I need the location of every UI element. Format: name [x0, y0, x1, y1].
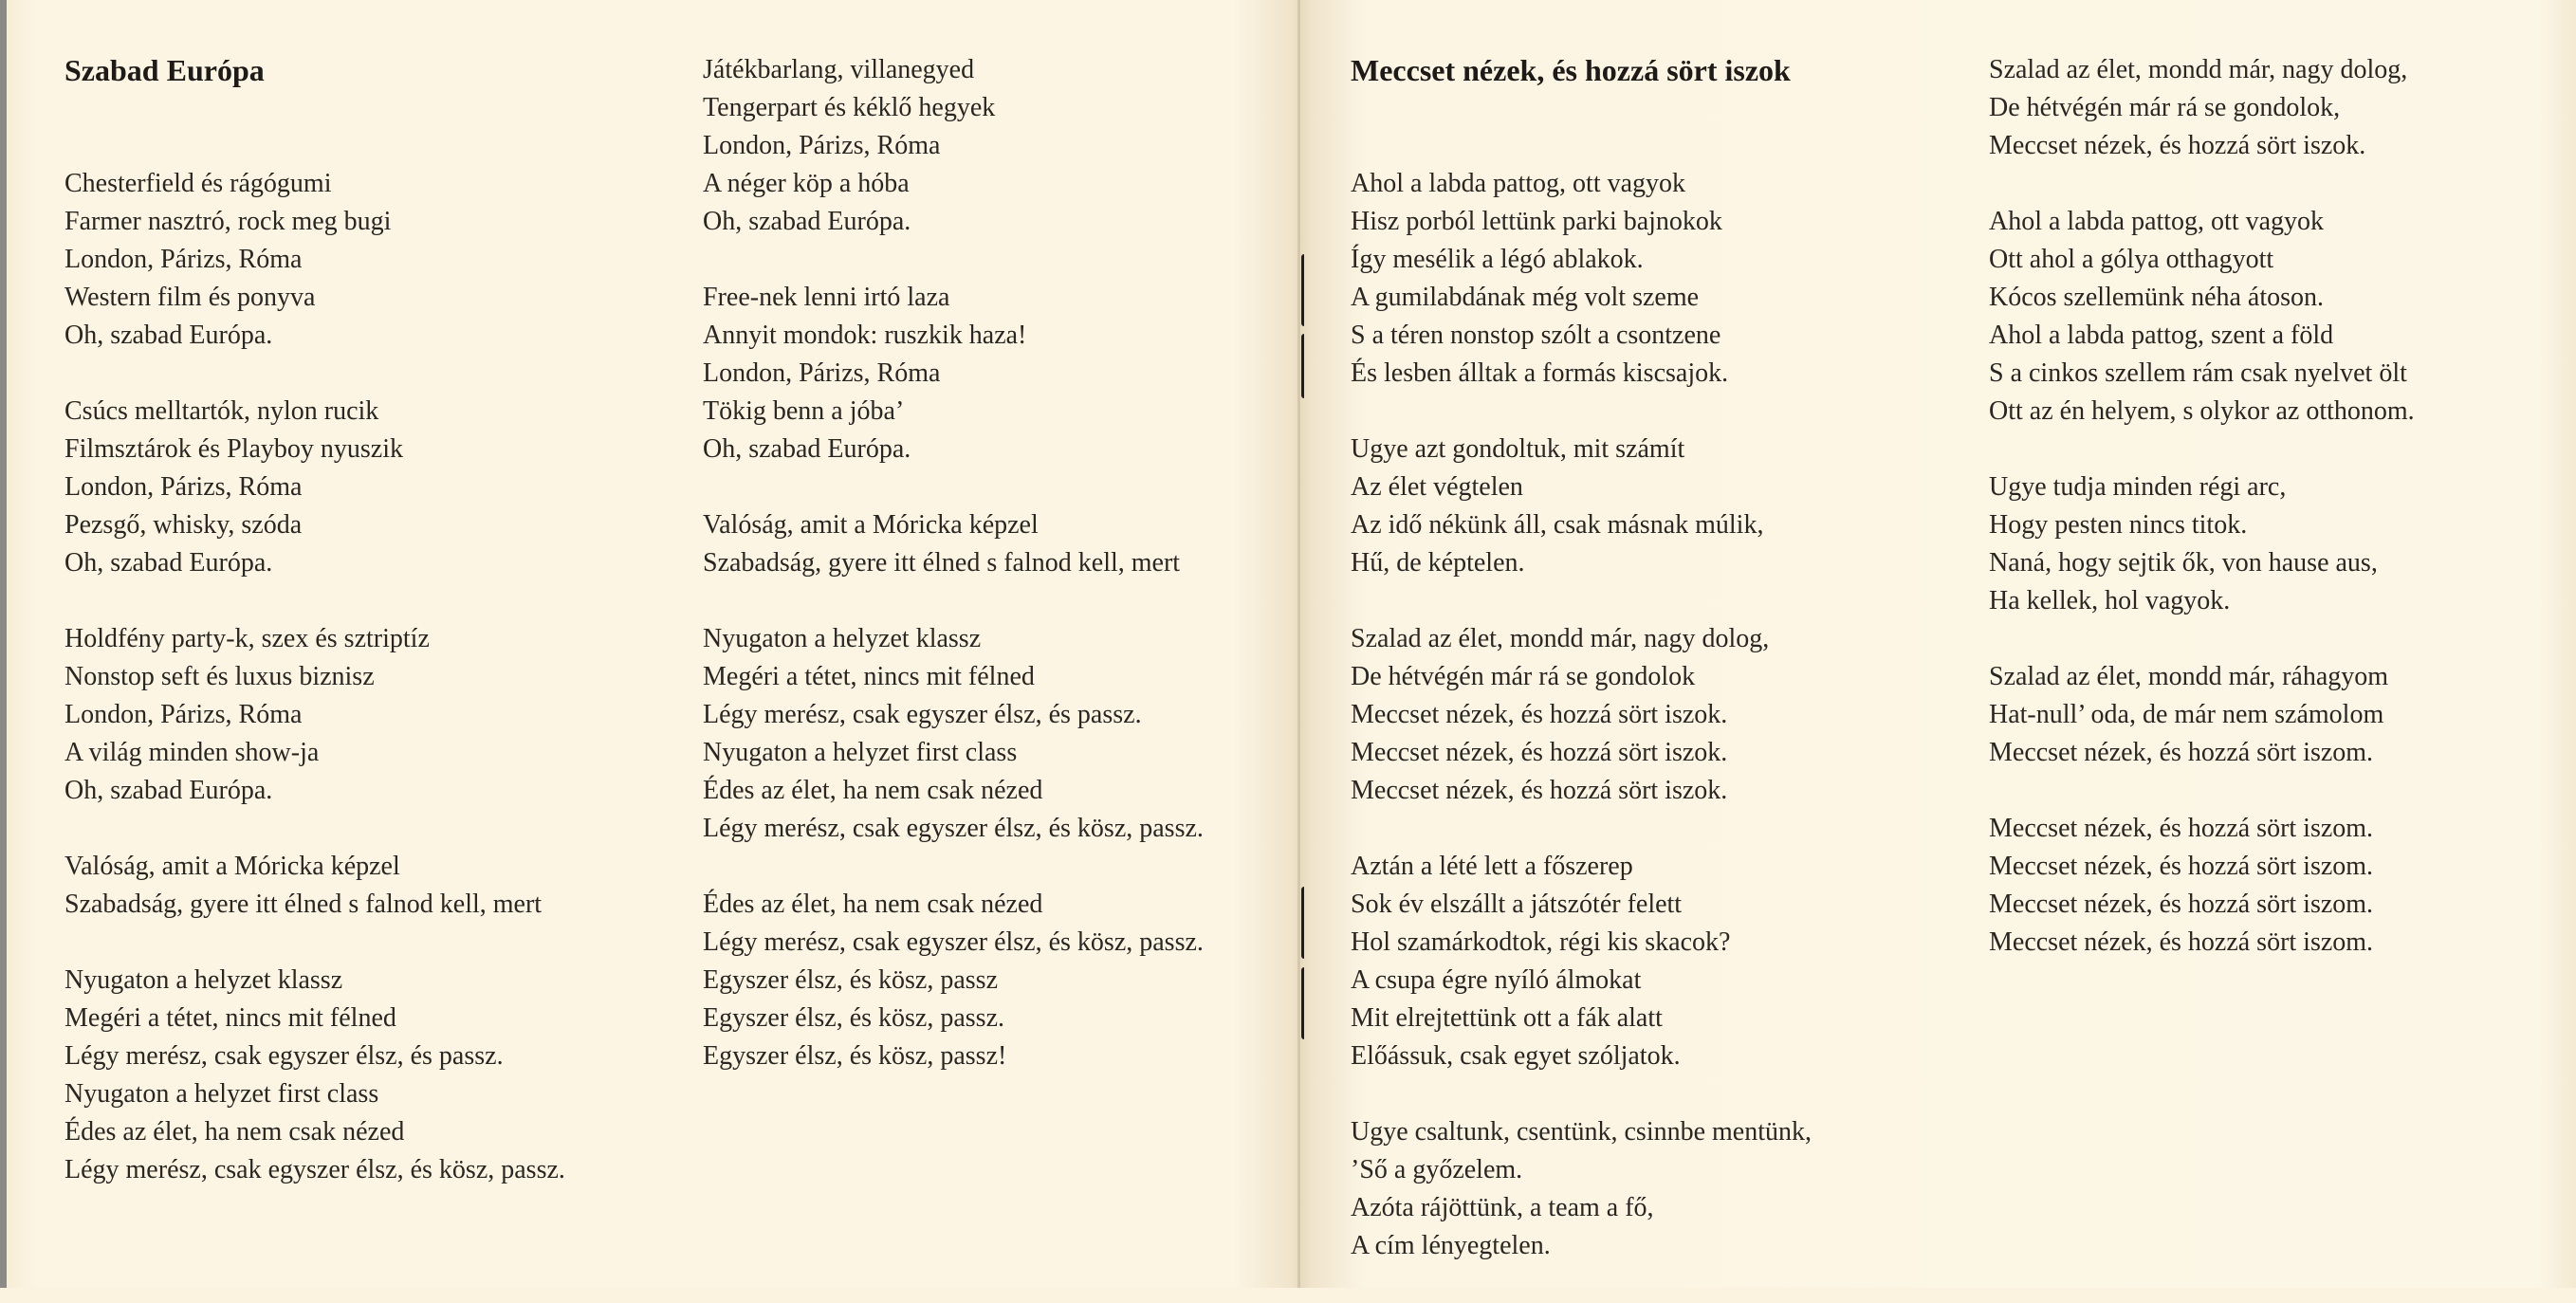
lyric-line: Meccset nézek, és hozzá sört iszok.	[1351, 738, 1728, 767]
lyric-line: Játékbarlang, villanegyed	[703, 55, 975, 84]
lyric-line: Nyugaton a helyzet first class	[703, 738, 1018, 767]
lyric-line: Szalad az élet, mondd már, nagy dolog,	[1989, 55, 2408, 84]
stanza	[64, 165, 565, 355]
lyric-line: De hétvégén már rá se gondolok,	[1989, 93, 2341, 122]
stanza	[703, 886, 1204, 1075]
lyric-line: Nonstop seft és luxus biznisz	[64, 662, 375, 691]
lyric-line: A néger köp a hóba	[703, 169, 910, 198]
lyrics-column-right-page-1	[1351, 51, 1812, 1303]
song-title: Szabad Európa	[64, 53, 265, 87]
lyric-line: A csupa égre nyíló álmokat	[1351, 965, 1642, 995]
lyric-line: Tökig benn a jóba’	[703, 396, 905, 426]
lyric-line: Tengerpart és kéklő hegyek	[703, 93, 996, 122]
lyric-line: Ott ahol a gólya otthagyott	[1989, 245, 2274, 274]
lyric-line: Azóta rájöttünk, a team a fő,	[1351, 1193, 1654, 1222]
lyric-line: London, Párizs, Róma	[703, 131, 941, 160]
lyric-line: Western film és ponyva	[64, 283, 316, 312]
lyric-line: Csúcs melltartók, nylon rucik	[64, 396, 379, 426]
lyric-line: ’Ső a győzelem.	[1351, 1155, 1523, 1184]
lyric-line: Ahol a labda pattog, ott vagyok	[1351, 169, 1686, 198]
lyric-line: Megéri a tétet, nincs mit félned	[703, 662, 1035, 691]
lyric-line: Oh, szabad Európa.	[703, 434, 911, 464]
lyric-line: London, Párizs, Róma	[64, 245, 303, 274]
staple	[1301, 967, 1310, 1039]
lyric-line: Hisz porból lettünk parki bajnokok	[1351, 207, 1722, 236]
staple	[1301, 334, 1310, 398]
stanza	[703, 620, 1204, 848]
lyric-line: Légy merész, csak egyszer élsz, és passz.	[64, 1041, 504, 1071]
lyric-line: Hat-null’ oda, de már nem számolom	[1989, 700, 2384, 729]
lyric-line: Meccset nézek, és hozzá sört iszom.	[1989, 927, 2374, 957]
lyric-line: Egyszer élsz, és kösz, passz	[703, 965, 999, 995]
lyric-line: Előássuk, csak egyet szóljatok.	[1351, 1041, 1681, 1071]
stanza	[1351, 848, 1812, 1075]
lyrics-column-right-page-2	[1989, 51, 2415, 1000]
lyric-line: Valóság, amit a Móricka képzel	[703, 510, 1039, 540]
lyric-line: Filmsztárok és Playboy nyuszik	[64, 434, 403, 464]
lyric-line: A cím lényegtelen.	[1351, 1231, 1551, 1260]
lyric-line: Meccset nézek, és hozzá sört iszom.	[1989, 852, 2374, 881]
lyric-line: Ugye azt gondoltuk, mit számít	[1351, 434, 1685, 464]
lyric-line: Sok év elszállt a játszótér felett	[1351, 890, 1683, 919]
lyric-line: Édes az élet, ha nem csak nézed	[703, 776, 1043, 805]
lyric-line: Édes az élet, ha nem csak nézed	[64, 1117, 405, 1147]
stanza	[1989, 51, 2415, 165]
lyric-line: Légy merész, csak egyszer élsz, és passz.	[703, 700, 1142, 729]
stanza	[1989, 468, 2415, 620]
stanza	[64, 620, 565, 810]
stanza	[1351, 620, 1812, 810]
lyric-line: Szabadság, gyere itt élned s falnod kell, mert	[703, 548, 1181, 578]
lyric-line: Oh, szabad Európa.	[64, 776, 273, 805]
lyric-line: Hű, de képtelen.	[1351, 548, 1525, 578]
lyric-line: S a téren nonstop szólt a csontzene	[1351, 321, 1721, 350]
lyric-line: Annyit mondok: ruszkik haza!	[703, 321, 1027, 350]
lyric-line: Hol szamárkodtok, régi kis skacok?	[1351, 927, 1731, 957]
lyric-line: Ugye tudja minden régi arc,	[1989, 472, 2287, 502]
lyric-line: Légy merész, csak egyszer élsz, és kösz, passz.	[703, 927, 1204, 957]
lyrics-column-left-page-1	[64, 51, 565, 1227]
lyric-line: Hogy pesten nincs titok.	[1989, 510, 2248, 540]
lyric-line: Meccset nézek, és hozzá sört iszom.	[1989, 738, 2374, 767]
lyric-line: Oh, szabad Európa.	[703, 207, 911, 236]
lyric-line: Aztán a lété lett a főszerep	[1351, 852, 1633, 881]
lyric-line: Pezsgő, whisky, szóda	[64, 510, 303, 540]
lyric-line: Szalad az élet, mondd már, nagy dolog,	[1351, 624, 1770, 653]
lyric-line: Farmer nasztró, rock meg bugi	[64, 207, 392, 236]
stanza	[1351, 165, 1812, 393]
lyric-line: Kócos szellemünk néha átoson.	[1989, 283, 2325, 312]
lyric-line: Egyszer élsz, és kösz, passz.	[703, 1003, 1005, 1033]
stanza	[1989, 810, 2415, 962]
stanza	[1351, 1113, 1812, 1265]
lyric-line: Meccset nézek, és hozzá sört iszom.	[1989, 890, 2374, 919]
stanza	[1351, 431, 1812, 582]
stanza	[703, 51, 1204, 241]
stanza	[64, 962, 565, 1189]
lyric-line: Meccset nézek, és hozzá sört iszok.	[1351, 776, 1728, 805]
lyric-line: Meccset nézek, és hozzá sört iszom.	[1989, 814, 2374, 843]
lyric-line: Ott az én helyem, s olykor az otthonom.	[1989, 396, 2415, 426]
staple	[1301, 887, 1310, 959]
lyric-line: Szalad az élet, mondd már, ráhagyom	[1989, 662, 2389, 691]
stanza	[1989, 203, 2415, 431]
lyric-line: London, Párizs, Róma	[64, 700, 303, 729]
lyric-line: Nyugaton a helyzet klassz	[703, 624, 982, 653]
lyric-line: London, Párizs, Róma	[64, 472, 303, 502]
lyric-line: És lesben álltak a formás kiscsajok.	[1351, 358, 1729, 388]
staple	[1301, 254, 1310, 326]
lyric-line: Így mesélik a légó ablakok.	[1351, 245, 1644, 274]
lyric-line: Nyugaton a helyzet klassz	[64, 965, 343, 995]
lyric-line: Mit elrejtettünk ott a fák alatt	[1351, 1003, 1663, 1033]
lyric-line: Egyszer élsz, és kösz, passz!	[703, 1041, 1007, 1071]
booklet-spine	[1297, 0, 1300, 1288]
lyric-line: Ahol a labda pattog, szent a föld	[1989, 321, 2334, 350]
stanza	[703, 279, 1204, 468]
lyric-line: Meccset nézek, és hozzá sört iszok.	[1989, 131, 2366, 160]
lyric-line: Chesterfield és rágógumi	[64, 169, 332, 198]
scan-edge	[0, 0, 7, 1288]
lyric-line: Naná, hogy sejtik ők, von hause aus,	[1989, 548, 2378, 578]
stanza	[1989, 658, 2415, 772]
lyrics-column-left-page-2	[703, 51, 1204, 1113]
lyric-line: Free-nek lenni irtó laza	[703, 283, 950, 312]
lyric-line: Oh, szabad Európa.	[64, 321, 273, 350]
song-title: Meccset nézek, és hozzá sört iszok	[1351, 53, 1791, 87]
lyric-line: Megéri a tétet, nincs mit félned	[64, 1003, 396, 1033]
stanza	[64, 393, 565, 582]
lyric-line: Valóság, amit a Móricka képzel	[64, 852, 400, 881]
lyric-line: Ha kellek, hol vagyok.	[1989, 586, 2231, 615]
lyric-line: Édes az élet, ha nem csak nézed	[703, 890, 1043, 919]
lyric-line: A gumilabdának még volt szeme	[1351, 283, 1700, 312]
lyric-line: Szabadság, gyere itt élned s falnod kell, mert	[64, 890, 543, 919]
lyric-line: Az idő nékünk áll, csak másnak múlik,	[1351, 510, 1764, 540]
lyric-line: Nyugaton a helyzet first class	[64, 1079, 379, 1109]
lyric-line: Légy merész, csak egyszer élsz, és kösz, passz.	[64, 1155, 565, 1184]
lyric-line: Ahol a labda pattog, ott vagyok	[1989, 207, 2325, 236]
lyric-line: De hétvégén már rá se gondolok	[1351, 662, 1696, 691]
lyric-line: London, Párizs, Róma	[703, 358, 941, 388]
lyric-line: Meccset nézek, és hozzá sört iszok.	[1351, 700, 1728, 729]
lyric-line: Oh, szabad Európa.	[64, 548, 273, 578]
lyric-line: A világ minden show-ja	[64, 738, 320, 767]
stanza	[64, 848, 565, 924]
lyric-line: S a cinkos szellem rám csak nyelvet ölt	[1989, 358, 2407, 388]
lyric-line: Ugye csaltunk, csentünk, csinnbe mentünk,	[1351, 1117, 1812, 1147]
lyric-line: Holdfény party-k, szex és sztriptíz	[64, 624, 430, 653]
lyric-line: Az élet végtelen	[1351, 472, 1523, 502]
lyric-line: Légy merész, csak egyszer élsz, és kösz, passz.	[703, 814, 1204, 843]
stanza	[703, 506, 1204, 582]
